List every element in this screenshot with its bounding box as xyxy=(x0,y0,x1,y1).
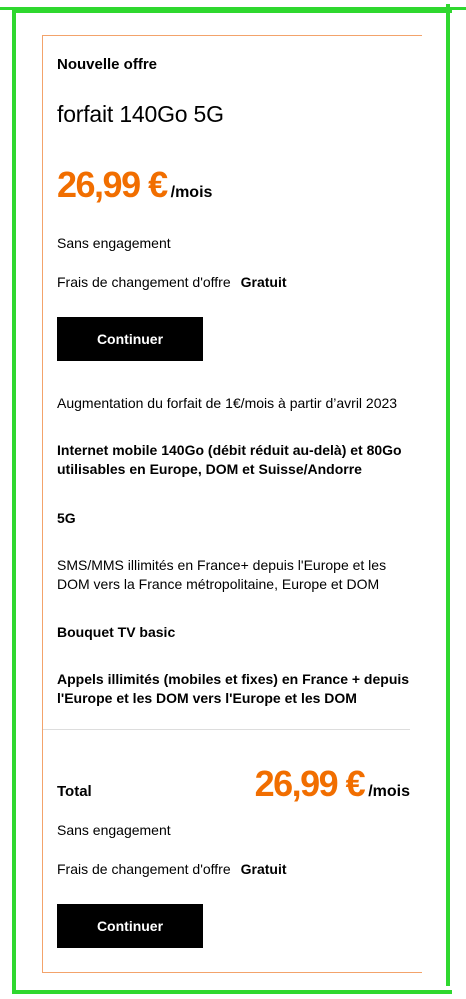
section-divider xyxy=(43,729,410,730)
continue-button[interactable]: Continuer xyxy=(57,317,203,361)
price-increase-note: Augmentation du forfait de 1€/mois à partir d’avril 2023 xyxy=(57,395,398,411)
frame-right-line xyxy=(446,4,450,986)
offer-fees-label: Frais de changement d'offre xyxy=(57,274,231,290)
offer-price-row xyxy=(57,164,212,206)
feature-calls: Appels illimités (mobiles et fixes) en France + depuis l'Europe et les DOM vers l'Europe et les DOM xyxy=(57,671,410,706)
offer-price: 26,99 € xyxy=(57,164,167,205)
offer-fees xyxy=(57,274,287,290)
feature-internet: Internet mobile 140Go (débit réduit au-delà) et 80Go utilisables en Europe, DOM et Suisse/Andorre xyxy=(57,442,402,477)
feature-5g: 5G xyxy=(57,510,76,526)
total-price: 26,99 € xyxy=(254,763,365,804)
summary-fees-label: Frais de changement d'offre xyxy=(57,861,231,877)
total-price-unit: /mois xyxy=(368,783,410,800)
feature-tv: Bouquet TV basic xyxy=(57,624,176,640)
summary-fees-value: Gratuit xyxy=(240,861,287,877)
offer-commitment: Sans engagement xyxy=(57,235,171,251)
offer-label: Nouvelle offre xyxy=(57,56,158,73)
total-price-row xyxy=(255,763,410,805)
offer-name: forfait 140Go 5G xyxy=(57,101,224,127)
offer-price-unit: /mois xyxy=(170,184,213,201)
offer-fees-value: Gratuit xyxy=(240,274,287,290)
total-label: Total xyxy=(57,783,92,800)
summary-commitment: Sans engagement xyxy=(57,822,171,838)
continue-button-bottom[interactable]: Continuer xyxy=(57,904,203,948)
summary-fees xyxy=(57,861,287,877)
feature-sms: SMS/MMS illimités en France+ depuis l'Europe et les DOM vers la France métropolitaine, Europe et DOM xyxy=(57,557,387,592)
